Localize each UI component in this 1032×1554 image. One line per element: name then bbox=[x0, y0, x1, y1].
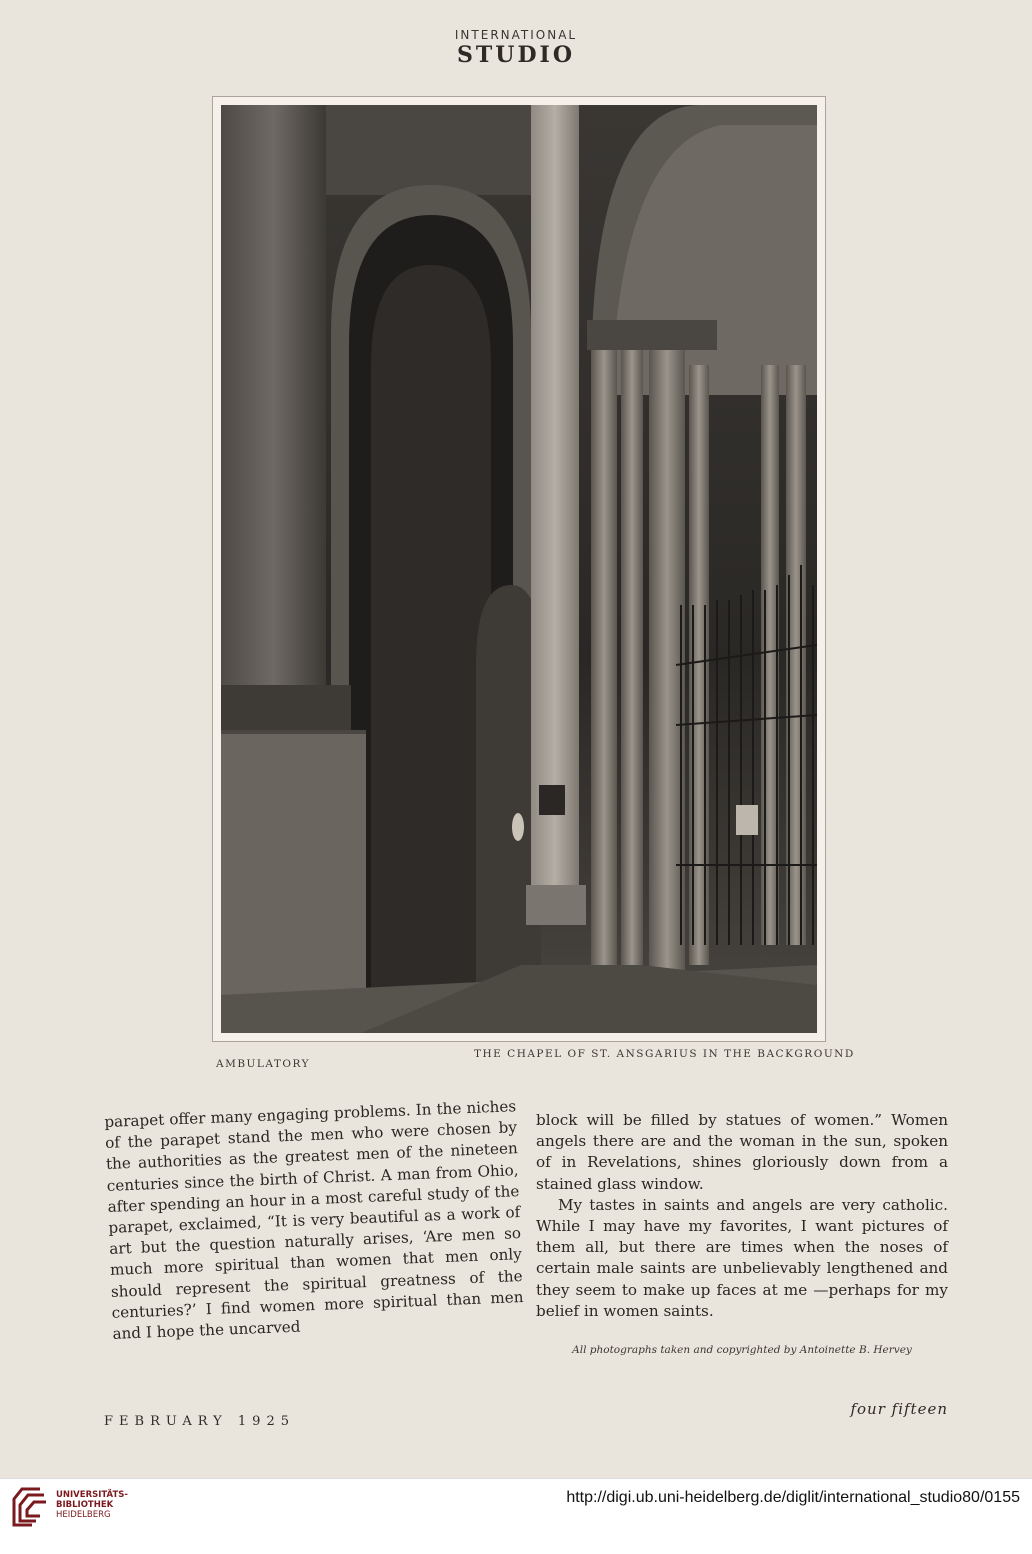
photo-caption-ambulatory: AMBULATORY bbox=[216, 1058, 311, 1070]
photo-frame bbox=[212, 96, 826, 1042]
cathedral-ambulatory-photo bbox=[221, 105, 817, 1033]
library-name bbox=[56, 1490, 128, 1520]
right-paragraph-2: My tastes in saints and angels are very catholic. While I may have my favorites, I want pictures of them all, but there are times when the noses of certain male saints are unbelievably lengthened and they seem to make up faces at me —perhaps for my belief in women saints. bbox=[536, 1195, 948, 1320]
photo-caption-chapel: THE CHAPEL OF ST. ANSGARIUS IN THE BACKGROUND bbox=[474, 1048, 855, 1060]
issue-date: FEBRUARY 1925 bbox=[104, 1414, 295, 1429]
photo-credit: All photographs taken and copyrighted by Antoinette B. Hervey bbox=[572, 1344, 912, 1356]
masthead-international: INTERNATIONAL bbox=[454, 28, 578, 42]
masthead-studio: STUDIO bbox=[457, 42, 575, 68]
library-banner bbox=[0, 1478, 1032, 1554]
library-name-line2: BIBLIOTHEK bbox=[56, 1500, 114, 1510]
library-name-line1: UNIVERSITÄTS- bbox=[56, 1490, 128, 1500]
article-column-right bbox=[536, 1110, 948, 1322]
page-number: four fifteen bbox=[850, 1400, 948, 1418]
left-paragraph: parapet offer many engaging problems. In the niches of the parapet stand the men who were chosen by the authorities as the greatest men of the nineteen centuries since the birth of Christ. A man from Ohio, after spending an hour in a most careful study of the parapet, exclaimed, “It is very beautiful as a work of art but the question naturally arises, ‘Are men so much more spiritual than women that men only should represent the spiritual greatness of the centuries?’ I find women more spiritual than men and I hope the uncarved bbox=[104, 1097, 524, 1343]
university-library-logo-icon bbox=[10, 1485, 50, 1529]
source-url-link[interactable]: http://digi.ub.uni-heidelberg.de/diglit/international_studio80/0155 bbox=[566, 1489, 1020, 1506]
article-column-left bbox=[104, 1096, 525, 1345]
library-name-line3: HEIDELBERG bbox=[56, 1510, 111, 1520]
right-paragraph-1: block will be filled by statues of women.” Women angels there are and the woman in the sun, spoken of in Revelations, shines gloriously down from a stained glass window. bbox=[536, 1111, 948, 1193]
